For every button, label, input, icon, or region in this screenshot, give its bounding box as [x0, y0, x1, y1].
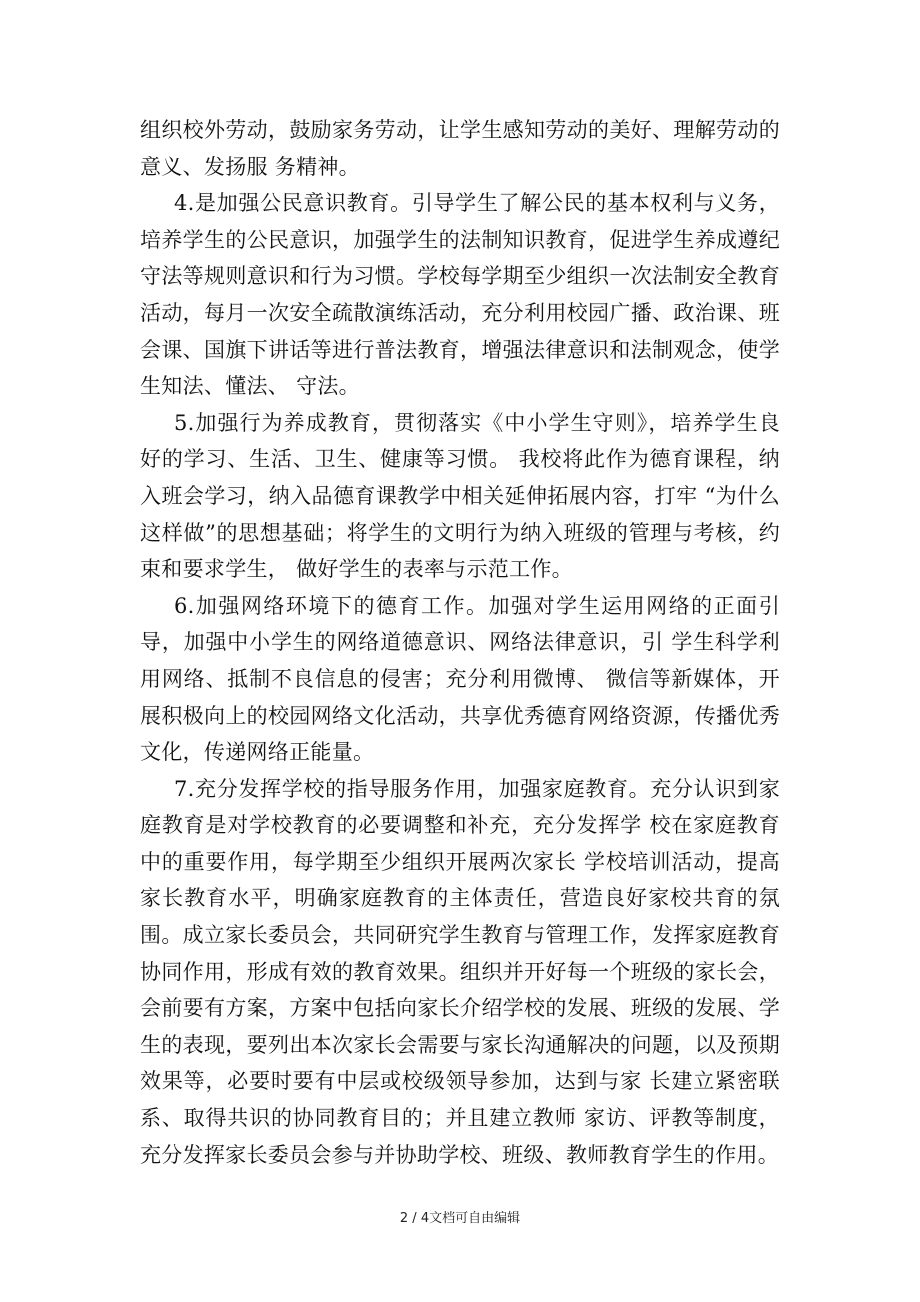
document-body: [140, 112, 780, 1173]
paragraph-network-education: 6.加强网络环境下的德育工作。加强对学生运用网络的正面引导，加强中小学生的网络道德意识、网络法律意识，引 学生科学利用网络、抵制不良信息的侵害；充分利用微博、 微信等新媒体，开展积极向上的校园网络文化活动，共享优秀德育网络资源，传播优秀文化，传递网络正能量。: [140, 593, 780, 765]
paragraph-behavior-education: 5.加强行为养成教育，贯彻落实《中小学生守则》，培养学生良好的学习、生活、卫生、健康等习惯。 我校将此作为德育课程，纳入班会学习，纳入品德育课教学中相关延伸拓展内容，打牢 “为什么这样做”的思想基础；将学生的文明行为纳入班级的管理与考核，约束和要求学生， 做好学生的表率与示范工作。: [140, 410, 780, 582]
paragraph-civic-education: 4.是加强公民意识教育。引导学生了解公民的基本权利与义务，培养学生的公民意识，加强学生的法制知识教育，促进学生养成遵纪守法等规则意识和行为习惯。学校每学期至少组织一次法制安全教育活动，每月一次安全疏散演练活动，充分利用校园广播、政治课、班会课、国旗下讲话等进行普法教育，增强法律意识和法制观念，使学生知法、懂法、 守法。: [140, 191, 780, 399]
paragraph-family-education: 7.充分发挥学校的指导服务作用，加强家庭教育。充分认识到家庭教育是对学校教育的必要调整和补充，充分发挥学 校在家庭教育中的重要作用，每学期至少组织开展两次家长 学校培训活动，提高家长教育水平，明确家庭教育的主体责任，营造良好家校共育的氛围。成立家长委员会，共同研究学生教育与管理工作，发挥家庭教育协同作用，形成有效的教育效果。组织并开好每一个班级的家长会，会前要有方案，方案中包括向家长介绍学校的发展、班级的发展、学生的表现，要列出本次家长会需要与家长沟通解决的问题，以及预期效果等，必要时要有中层或校级领导参加，达到与家 长建立紧密联系、取得共识的协同教育目的；并且建立教师 家访、评教等制度，充分发挥家长委员会参与并协助学校、班级、教师教育学生的作用。: [140, 776, 780, 1167]
page-footer: 2 / 4文档可自由编辑: [399, 1211, 521, 1226]
paragraph-continuation: 组织校外劳动，鼓励家务劳动，让学生感知劳动的美好、理解劳动的意义、发扬服 务精神。: [140, 118, 780, 179]
